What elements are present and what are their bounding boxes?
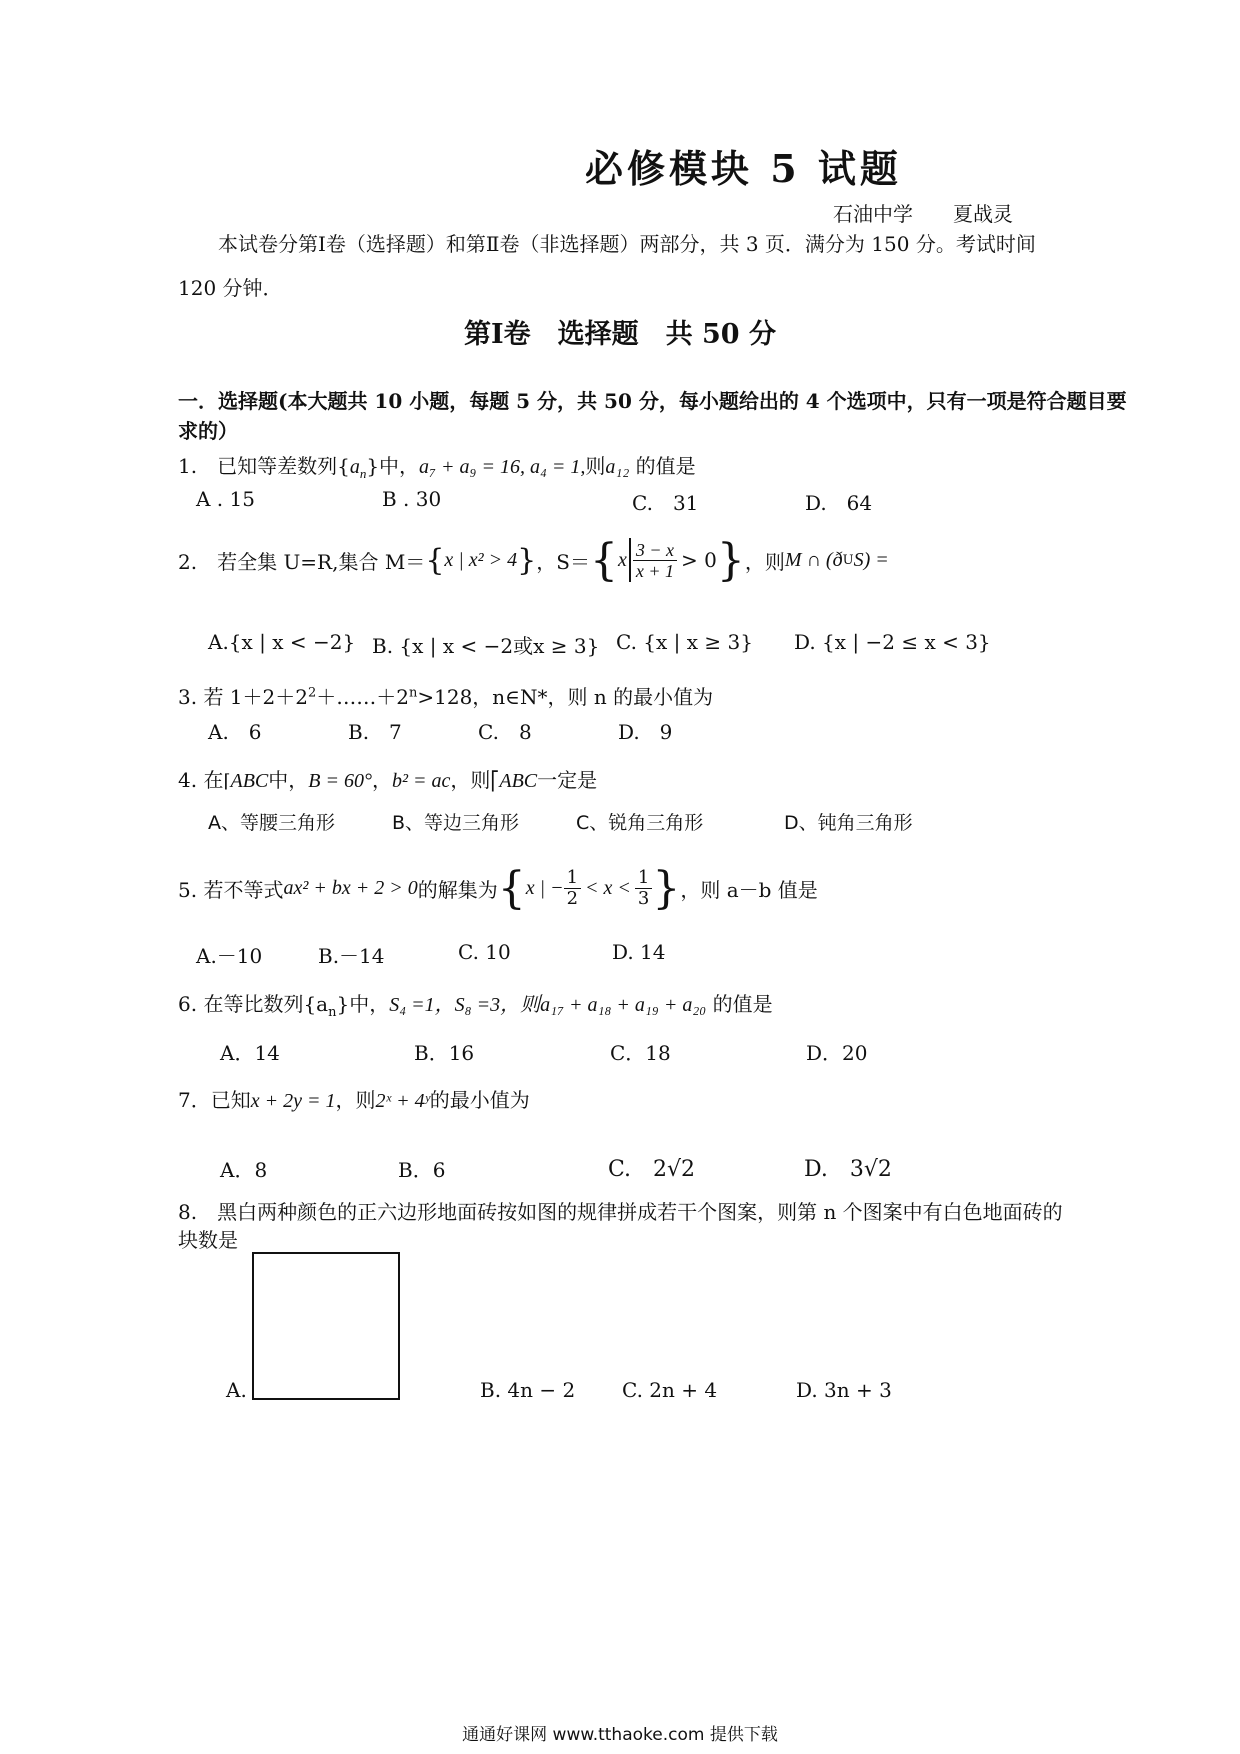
section-title: 第Ⅰ卷 选择题 共 50 分	[463, 319, 776, 350]
triangle-icon: ⎡	[490, 771, 500, 792]
q4-suffix: 一定是	[537, 768, 598, 792]
q7-option-a: A．8	[220, 1158, 268, 1182]
q3-option-c: C. 8	[478, 720, 532, 744]
q6-s4: S₄ =1，	[389, 994, 455, 1016]
q2-s-numerator: 3 − x	[633, 540, 677, 561]
q6-option-d: D．20	[806, 1041, 868, 1065]
q6-prefix: 6. 在等比数列{a	[178, 992, 329, 1016]
q6-option-c: C．18	[610, 1041, 671, 1065]
q1-expr: a₇ + a₉ = 16, a₄ = 1,	[419, 456, 586, 478]
q4-comma: ，	[371, 768, 392, 792]
question-3	[178, 681, 713, 710]
q4-cond-2: b² = ac	[391, 770, 451, 792]
q1-option-a: A . 15	[196, 487, 255, 511]
q2-s-brace-open: {	[589, 534, 618, 586]
q7-option-c: C. 2√2	[608, 1157, 696, 1182]
q2-option-c: C. {x | x ≥ 3}	[616, 630, 753, 654]
q5-suffix: ，则 a－b 值是	[680, 877, 818, 902]
q6-expr: a₁₇ + a₁₈ + a₁₉ + a₂₀	[540, 994, 707, 1016]
q2-s-label: ，S＝	[536, 549, 590, 574]
q6-option-a: A．14	[220, 1041, 280, 1065]
q2-sub: U	[842, 552, 854, 568]
q3-sup-2: n	[409, 685, 418, 701]
q3-text-3: >128，n∈N*，则 n 的最小值为	[417, 685, 714, 709]
q5-set-b: < x <	[585, 876, 631, 899]
question-4	[178, 764, 597, 793]
footer-credit: 通通好课网 www.tthaoke.com 提供下载	[462, 1725, 778, 1745]
q1-suffix: 的值是	[629, 454, 696, 478]
q2-s-brace-close: }	[716, 534, 745, 586]
q1-option-d: D. 64	[805, 491, 873, 515]
q3-option-d: D. 9	[618, 720, 673, 744]
q4-mid: 中，	[268, 768, 309, 792]
q2-option-b: B. {x | x < −2或x ≥ 3}	[372, 634, 600, 658]
q4-triangle-1: ABC	[230, 770, 269, 792]
q5-f1-numerator: 1	[564, 868, 581, 889]
q2-expr: M ∩ (ð	[784, 548, 843, 571]
q5-mid: 的解集为	[417, 877, 498, 902]
q1-mid: }中，	[366, 454, 420, 478]
q2-s-rel: > 0	[680, 548, 717, 572]
q5-f2-denominator: 3	[637, 887, 650, 909]
q4-option-c: C、锐角三角形	[576, 812, 704, 834]
q4-prefix: 4. 在	[178, 768, 224, 792]
q2-option-a: A.{x | x < −2}	[208, 630, 356, 654]
q2-then: ，则	[744, 549, 785, 574]
q5-option-c: C. 10	[458, 940, 511, 964]
q7-cond: x + 2y = 1	[250, 1090, 336, 1112]
intro-line-1: 本试卷分第Ⅰ卷（选择题）和第Ⅱ卷（非选择题）两部分，共 3 页．满分为 150 分。考试时间	[218, 232, 1036, 256]
q1-then: 则	[585, 454, 606, 478]
q5-expr: ax² + bx + 2 > 0	[283, 876, 418, 899]
q6-sub-n: n	[328, 1005, 337, 1020]
question-6	[178, 988, 773, 1020]
q7-option-b: B．6	[398, 1158, 446, 1182]
question-7	[178, 1084, 530, 1113]
q7-mid: ，则	[335, 1088, 376, 1112]
q3-sup-1: 2	[307, 685, 317, 701]
q5-option-b: B.－14	[318, 944, 385, 968]
q8-option-a: A.	[226, 1378, 247, 1402]
q2-m-set: x | x² > 4	[444, 548, 518, 571]
triangle-icon: ⌈	[223, 771, 231, 792]
q5-brace-close: }	[652, 862, 681, 914]
q5-fraction-1	[564, 868, 581, 909]
question-8-line-1: 8. 黑白两种颜色的正六边形地面砖按如图的规律拼成若干个图案，则第 n 个图案中有白色地面砖的	[178, 1200, 1063, 1224]
q3-text: 3. 若 1＋2＋2	[178, 685, 308, 709]
q2-s-bar	[629, 538, 631, 582]
q2-option-d: D. {x | −2 ≤ x < 3}	[794, 630, 991, 654]
q4-cond-1: B = 60°	[308, 770, 372, 792]
q5-set-a: x | −	[525, 876, 564, 899]
q4-then: ，则	[450, 768, 491, 792]
q4-option-d: D、钝角三角形	[784, 812, 913, 834]
q4-option-b: B、等边三角形	[392, 812, 520, 834]
q4-triangle-2: ABC	[499, 770, 538, 792]
q7-option-d: D. 3√2	[804, 1157, 892, 1182]
instructions: 一．选择题(本大题共 10 小题，每题 5 分，共 50 分，每小题给出的 4 个选项中，只有一项是符合题目要求的）	[178, 389, 1127, 443]
question-8-line-2: 块数是	[178, 1228, 238, 1252]
q6-suffix: 的值是	[706, 992, 773, 1016]
q8-option-c: C. 2n + 4	[622, 1378, 718, 1402]
q8-option-d: D. 3n + 3	[796, 1378, 892, 1402]
q2-prefix: 2. 若全集 U=R,集合 M＝	[178, 549, 426, 574]
q1-prefix: 1. 已知等差数列{	[178, 454, 350, 478]
question-5	[178, 856, 818, 920]
q5-brace-open: {	[497, 862, 526, 914]
q1-option-b: B . 30	[382, 487, 442, 511]
q5-fraction-2	[635, 868, 652, 909]
q2-m-brace-close: }	[517, 542, 537, 578]
q2-s-fraction	[633, 540, 677, 581]
author-line: 石油中学 夏战灵	[833, 202, 1013, 226]
q5-f1-denominator: 2	[566, 887, 579, 909]
q7-expr: 2ˣ + 4ʸ	[375, 1090, 430, 1112]
q3-text-2: ＋……＋2	[316, 685, 409, 709]
q8-figure-placeholder	[252, 1252, 400, 1400]
question-1: 1. 已知等差数列$\{a_n\}$中，a₇ + a₉ = 16, a₄ = 1,则a₁₂ 的值是	[178, 454, 696, 481]
q2-s-denominator: x + 1	[635, 560, 674, 581]
q7-prefix: 7．已知	[178, 1088, 251, 1112]
q7-suffix: 的最小值为	[429, 1088, 530, 1112]
q6-option-b: B．16	[414, 1041, 475, 1065]
q6-mid: }中，	[336, 992, 390, 1016]
q3-option-b: B. 7	[348, 720, 402, 744]
q5-option-a: A.－10	[196, 944, 263, 968]
q4-option-a: A、等腰三角形	[208, 812, 335, 834]
exam-title: 必修模块 5 试题	[585, 146, 902, 191]
q8-option-b: B. 4n − 2	[480, 1378, 576, 1402]
q2-expr-end: S) =	[853, 548, 889, 571]
q5-option-d: D. 14	[612, 940, 666, 964]
q3-option-a: A. 6	[208, 720, 262, 744]
intro-line-2: 120 分钟．	[178, 276, 283, 300]
q5-prefix: 5. 若不等式	[178, 877, 284, 902]
question-2: 2. 若全集 U=R,集合 M＝ { x | x² > 4 } ，S＝ { x $\frac{3 - x}{x + 1}$ > 0 } ，则 M ∩ (ð U S) =	[178, 534, 889, 586]
q6-s8: S₈ =3，则	[454, 994, 541, 1016]
q1-target: a₁₂	[605, 456, 630, 478]
q5-f2-numerator: 1	[635, 868, 652, 889]
q1-option-c: C. 31	[632, 491, 699, 515]
q2-m-brace-open: {	[425, 542, 445, 578]
